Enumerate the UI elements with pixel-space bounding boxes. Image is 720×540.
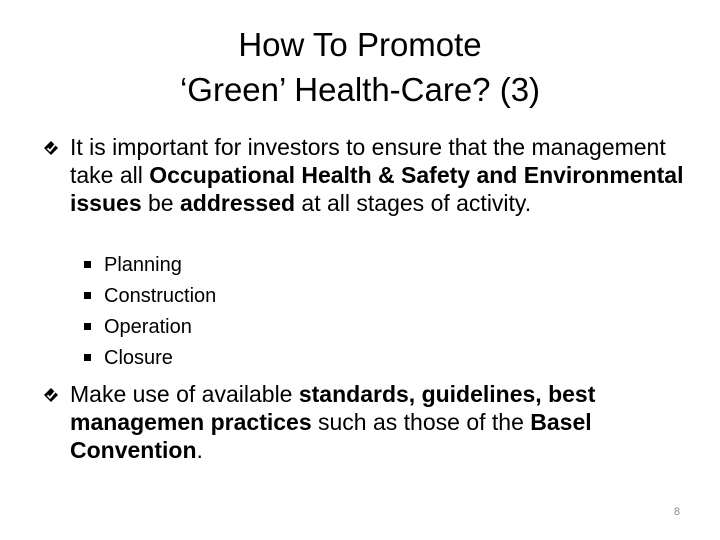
square-bullet-icon xyxy=(84,261,91,268)
bullet-text xyxy=(70,380,694,464)
bullet-text-part: at all stages of activity. xyxy=(295,190,532,216)
square-bullet-icon xyxy=(84,354,91,361)
bullet-text-part: . xyxy=(196,437,203,463)
stages-list xyxy=(84,250,216,374)
bullet-text-bold: addressed xyxy=(179,190,296,216)
stage-label: Planning xyxy=(104,254,182,276)
stage-label: Operation xyxy=(104,316,192,338)
list-item xyxy=(84,312,216,343)
title-line-1: How To Promote xyxy=(238,26,482,63)
bullet-text-part: be xyxy=(141,190,180,216)
stage-label: Closure xyxy=(104,347,173,369)
bullet-text-part: It is important for investors to ensure that the management take all xyxy=(70,134,666,188)
list-item xyxy=(84,343,216,374)
page-number: 8 xyxy=(673,506,680,518)
slide-title xyxy=(0,22,720,112)
bullet-text-part: such as those of the xyxy=(311,409,531,435)
bullet-text xyxy=(70,133,694,217)
bullet-item-investors xyxy=(44,133,694,217)
title-line-2: ‘Green’ Health-Care? (3) xyxy=(179,71,541,108)
stage-label: Construction xyxy=(104,285,217,307)
bullet-text-bold: standards, guidelines, best managemen practices xyxy=(70,381,596,435)
square-bullet-icon xyxy=(84,323,91,330)
square-bullet-icon xyxy=(84,292,91,299)
list-item xyxy=(84,250,216,281)
bullet-text-part: Make use of available xyxy=(70,381,299,407)
checkmark-diamond-icon xyxy=(44,388,58,402)
bullet-item-standards xyxy=(44,380,694,464)
checkmark-diamond-icon xyxy=(44,141,58,155)
bullet-text-bold: Occupational Health & Safety and Environmental issues xyxy=(70,162,684,216)
list-item xyxy=(84,281,216,312)
bullet-text-bold: Basel Convention xyxy=(70,409,592,463)
